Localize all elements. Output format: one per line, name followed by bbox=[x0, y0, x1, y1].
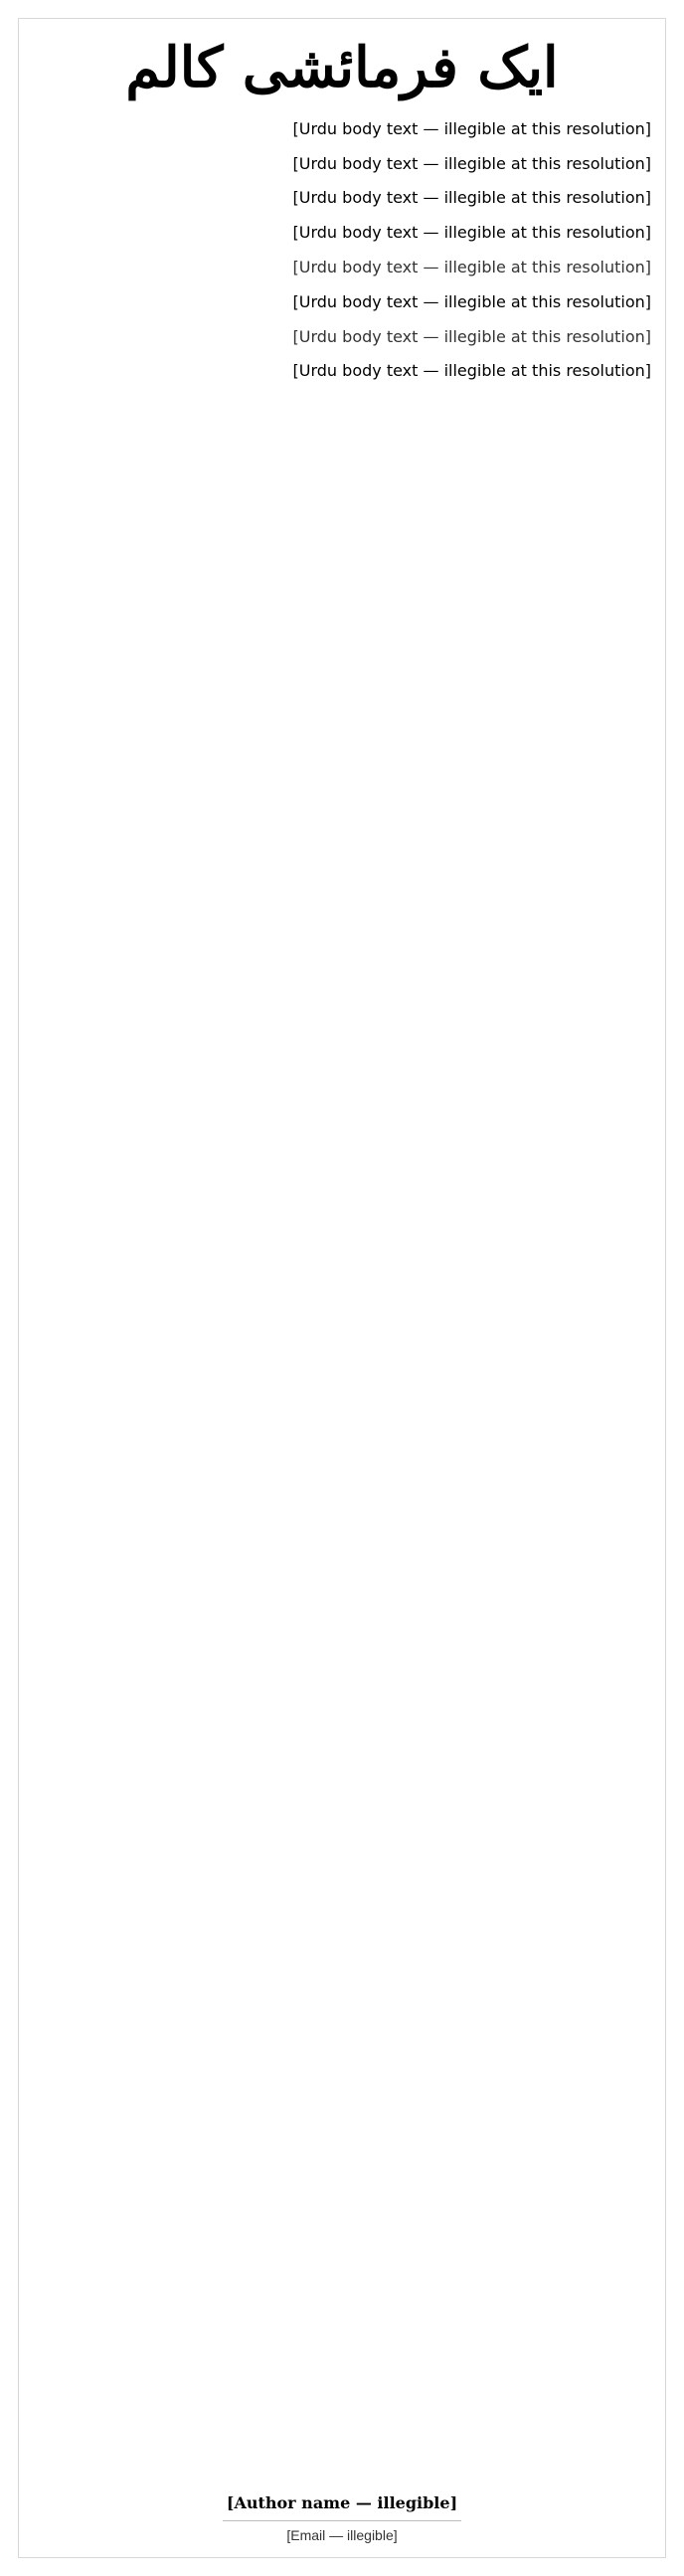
page-title: ایک فرمائشی کالم bbox=[125, 35, 559, 100]
title-wrap bbox=[33, 33, 651, 107]
article-paragraph: [Urdu body text — illegible at this resolution] bbox=[292, 257, 651, 276]
article-paragraph: [Urdu body text — illegible at this resolution] bbox=[292, 361, 651, 381]
article-paragraph: [Urdu body text — illegible at this resolution] bbox=[292, 291, 651, 311]
footer-divider bbox=[223, 2520, 461, 2521]
article-body bbox=[33, 117, 651, 384]
article-paragraph: [Urdu body text — illegible at this resolution] bbox=[292, 118, 651, 138]
article-paragraph: [Urdu body text — illegible at this resolution] bbox=[292, 326, 651, 346]
article-footer bbox=[33, 2493, 651, 2543]
author-email: [Email — illegible] bbox=[286, 2527, 398, 2543]
author-name: [Author name — illegible] bbox=[226, 2493, 458, 2512]
article-paragraph: [Urdu body text — illegible at this resolution] bbox=[292, 153, 651, 173]
column-frame bbox=[18, 18, 666, 2558]
article-paragraph: [Urdu body text — illegible at this resolution] bbox=[292, 223, 651, 243]
article-paragraph: [Urdu body text — illegible at this resolution] bbox=[292, 188, 651, 208]
